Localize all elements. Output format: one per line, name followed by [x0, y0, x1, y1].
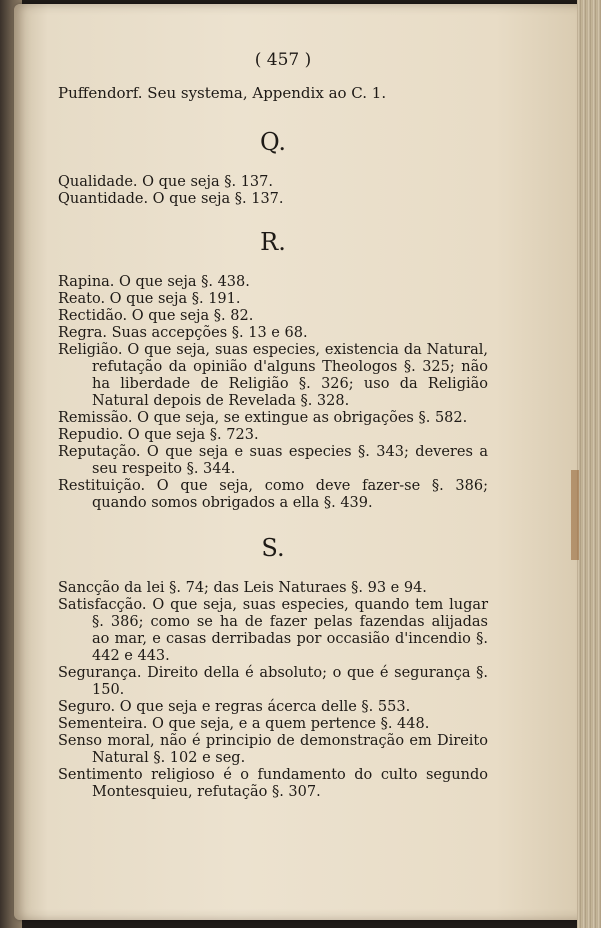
- section-letter: R.: [260, 228, 286, 256]
- index-entry: Restituição. O que seja, como deve fazer-se §. 386; quando somos obrigados a ella §. 439.: [58, 478, 488, 511]
- index-entry: Sementeira. O que seja, e a quem pertence §. 448.: [58, 716, 430, 732]
- index-entry: Repudio. O que seja §. 723.: [58, 427, 259, 443]
- index-entry: Qualidade. O que seja §. 137.: [58, 174, 273, 190]
- index-entry: Rapina. O que seja §. 438.: [58, 274, 250, 290]
- section-entries: [58, 580, 488, 801]
- section-r: [58, 228, 488, 512]
- index-entry: Reputação. O que seja e suas especies §. 343; deveres a seu respeito §. 344.: [58, 444, 488, 477]
- index-entry: Reato. O que seja §. 191.: [58, 291, 241, 307]
- index-entry: Sentimento religioso é o fundamento do culto segundo Montesquieu, refutação §. 307.: [58, 767, 488, 800]
- index-entry: Rectidão. O que seja §. 82.: [58, 308, 254, 324]
- index-entry: Sancção da lei §. 74; das Leis Naturaes §. 93 e 94.: [58, 580, 427, 596]
- section-q: [58, 128, 488, 208]
- page-number: ( 457 ): [254, 50, 312, 70]
- page-stack-edges: [577, 0, 601, 928]
- index-entry: Segurança. Direito della é absoluto; o que é segurança §. 150.: [58, 665, 488, 698]
- index-entry: Senso moral, não é principio de demonstração em Direito Natural §. 102 e seg.: [58, 733, 488, 766]
- index-entry: Regra. Suas accepções §. 13 e 68.: [58, 325, 308, 341]
- binding-stain: [571, 470, 579, 560]
- index-entry: Puffendorf. Seu systema, Appendix ao C. 1.: [58, 84, 387, 102]
- section-letter: S.: [261, 534, 285, 562]
- index-entry: Seguro. O que seja e regras ácerca delle §. 553.: [58, 699, 411, 715]
- index-entry: Quantidade. O que seja §. 137.: [58, 191, 284, 207]
- page-text: [58, 50, 488, 801]
- index-entry: Remissão. O que seja, se extingue as obrigações §. 582.: [58, 410, 468, 426]
- section-s: [58, 534, 488, 801]
- section-letter: Q.: [259, 128, 287, 156]
- section-entries: [58, 274, 488, 512]
- index-entry: Religião. O que seja, suas especies, existencia da Natural, refutação da opinião d'alguns Theologos §. 325; não ha liberdade de Religião §. 326; uso da Religião Natural depois de Revelada §. 328.: [58, 342, 488, 409]
- index-entry: Satisfacção. O que seja, suas especies, quando tem lugar §. 386; como se ha de fazer pelas fazendas alijadas ao mar, e casas derribadas por occasião d'incendio §. 442 e 443.: [58, 597, 488, 664]
